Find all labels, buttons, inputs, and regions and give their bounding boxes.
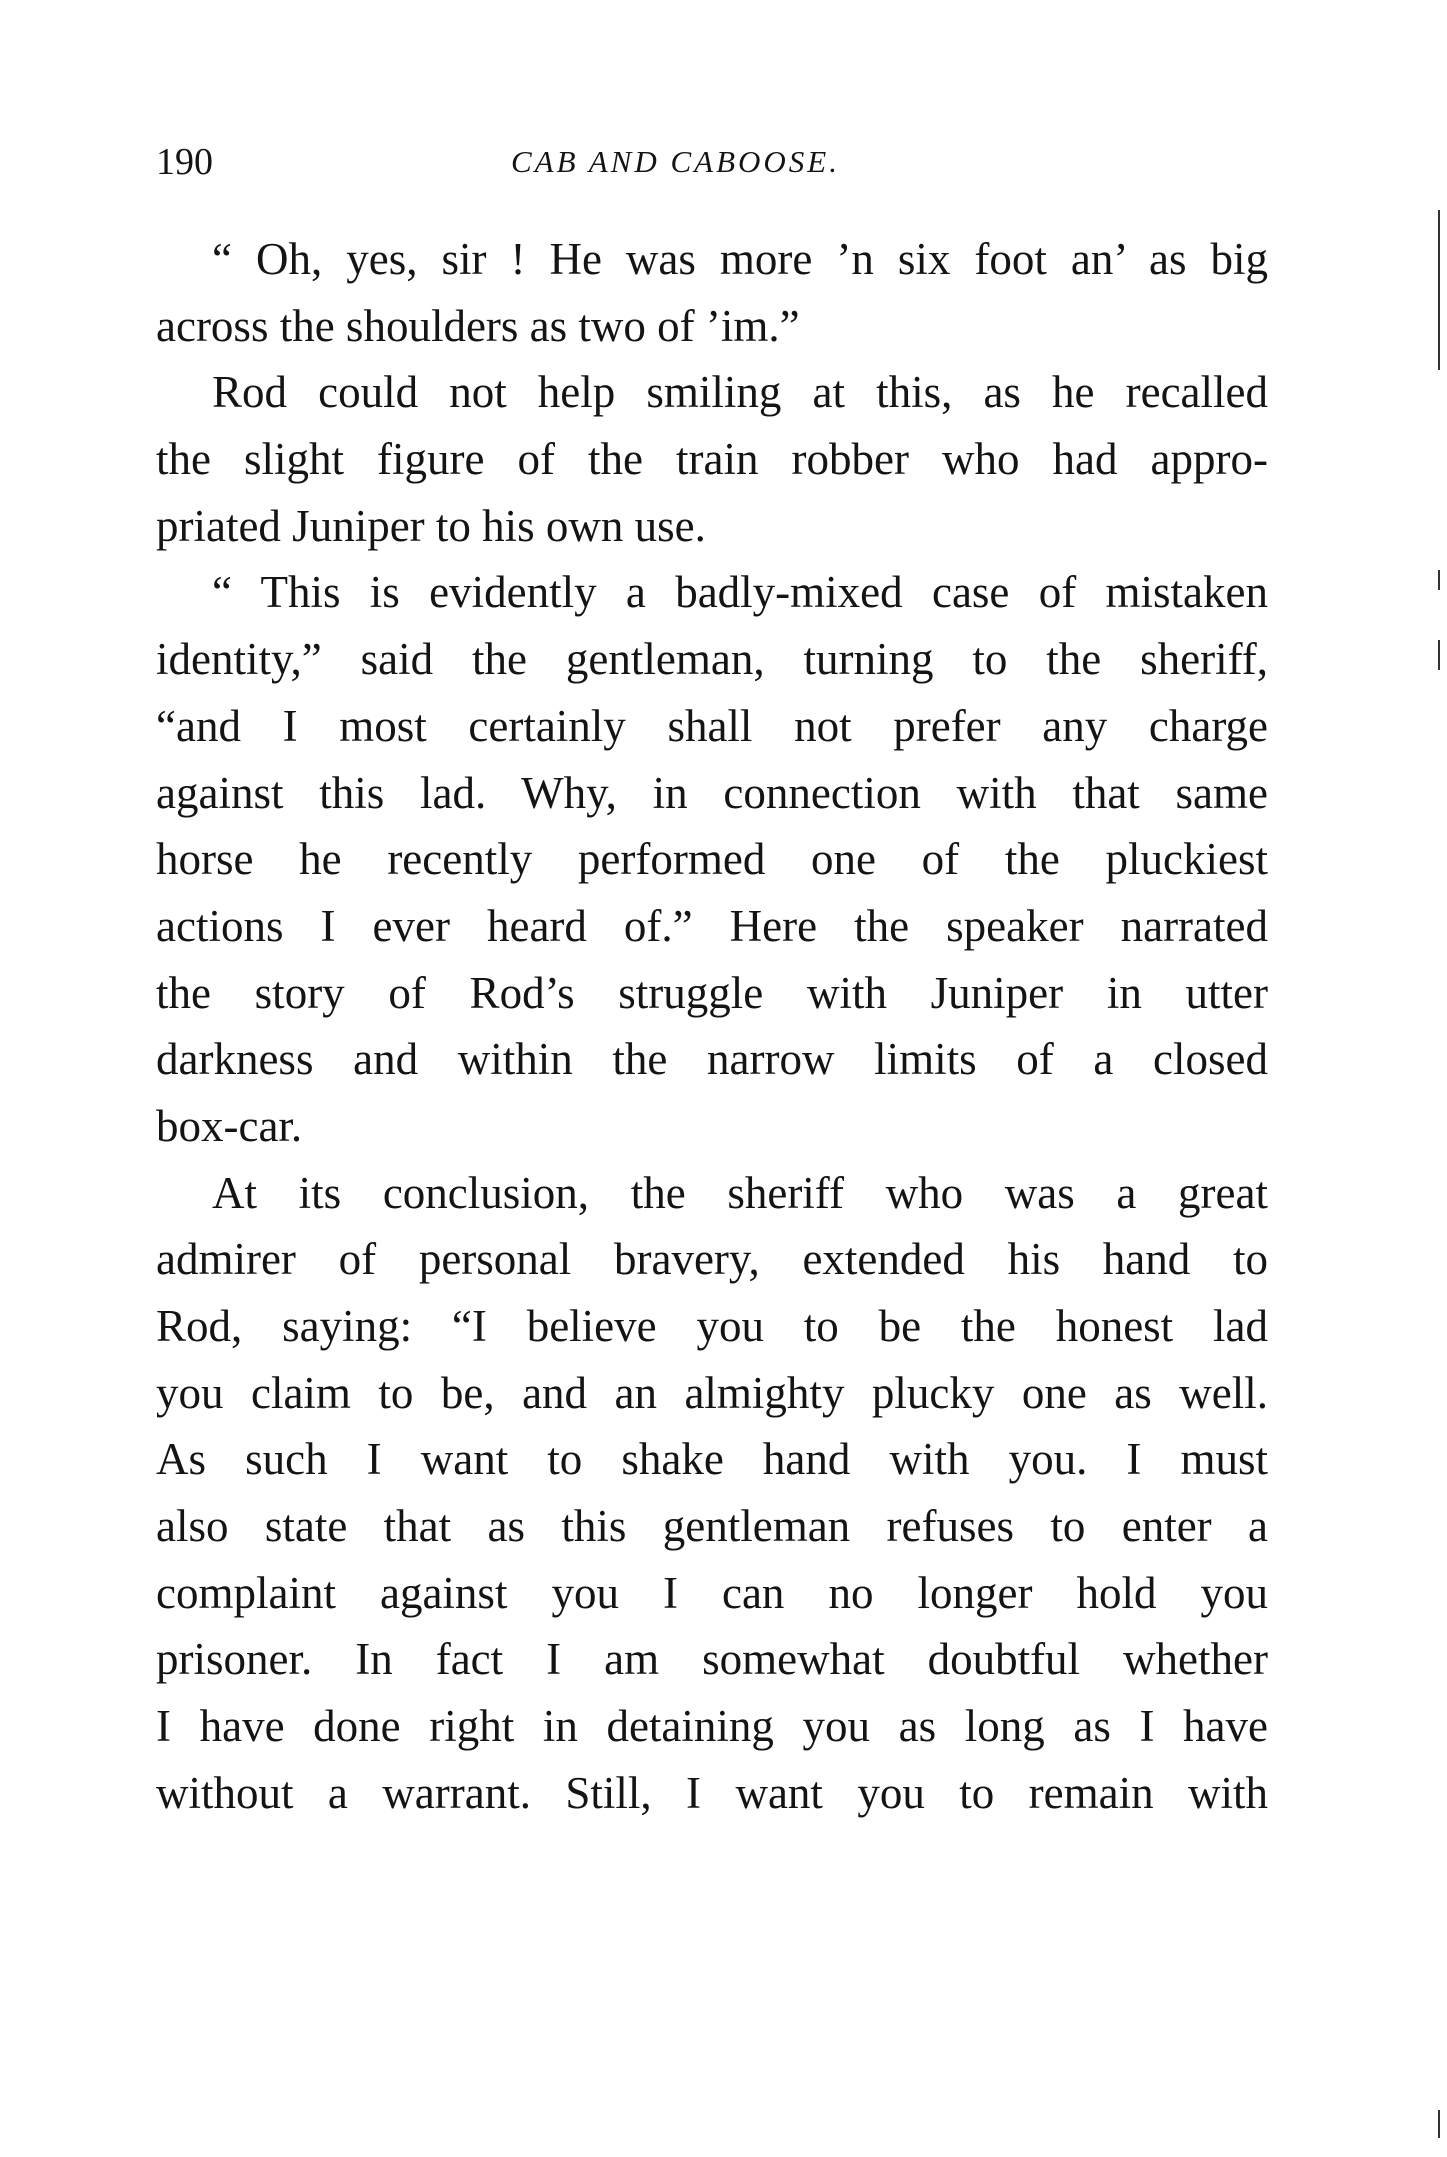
text-line: “ This is evidently a badly-mixed case of mistaken — [212, 567, 1268, 618]
text-line: Rod could not help smiling at this, as he recalled — [212, 367, 1268, 418]
text-line: actions I ever heard of.” Here the speaker narrated — [156, 900, 1268, 951]
text-line: the story of Rod’s struggle with Juniper in utter — [156, 967, 1268, 1018]
text-line: At its conclusion, the sheriff who was a great — [212, 1167, 1268, 1218]
text-line: “and I most certainly shall not prefer any charge — [156, 700, 1268, 751]
scan-artifact-mark — [1438, 570, 1440, 590]
text-line: complaint against you I can no longer hold you — [156, 1567, 1268, 1618]
scan-artifact-mark — [1438, 640, 1440, 670]
text-line: also state that as this gentleman refuses to enter a — [156, 1501, 1268, 1552]
page-header — [156, 140, 1268, 190]
text-line: you claim to be, and an almighty plucky one as well. — [156, 1367, 1268, 1418]
text-line: against this lad. Why, in connection with that same — [156, 767, 1268, 818]
page-number: 190 — [156, 141, 213, 183]
text-line: across the shoulders as two of ’im.” — [156, 300, 800, 351]
text-line: darkness and within the narrow limits of a closed — [156, 1034, 1268, 1085]
text-line: the slight figure of the train robber who had appro- — [156, 434, 1268, 485]
page-body — [156, 226, 1268, 1827]
text-line: box-car. — [156, 1100, 303, 1151]
text-line: I have done right in detaining you as long as I have — [156, 1701, 1268, 1752]
running-title: CAB AND CABOOSE. — [511, 144, 840, 179]
text-line: horse he recently performed one of the pluckiest — [156, 834, 1268, 885]
scan-artifact-mark — [1438, 2110, 1440, 2138]
text-line: Rod, saying: “I believe you to be the honest lad — [156, 1301, 1268, 1351]
text-line: priated Juniper to his own use. — [156, 500, 706, 551]
text-line: admirer of personal bravery, extended his hand to — [156, 1234, 1268, 1285]
text-line: As such I want to shake hand with you. I must — [156, 1434, 1268, 1485]
scan-artifact-mark — [1438, 210, 1440, 370]
text-line: identity,” said the gentleman, turning to the sheriff, — [156, 634, 1268, 685]
text-line: “ Oh, yes, sir ! He was more ’n six foot an’ as big — [212, 234, 1268, 284]
text-line: without a warrant. Still, I want you to remain with — [156, 1767, 1268, 1818]
text-line: prisoner. In fact I am somewhat doubtful whether — [156, 1634, 1268, 1685]
